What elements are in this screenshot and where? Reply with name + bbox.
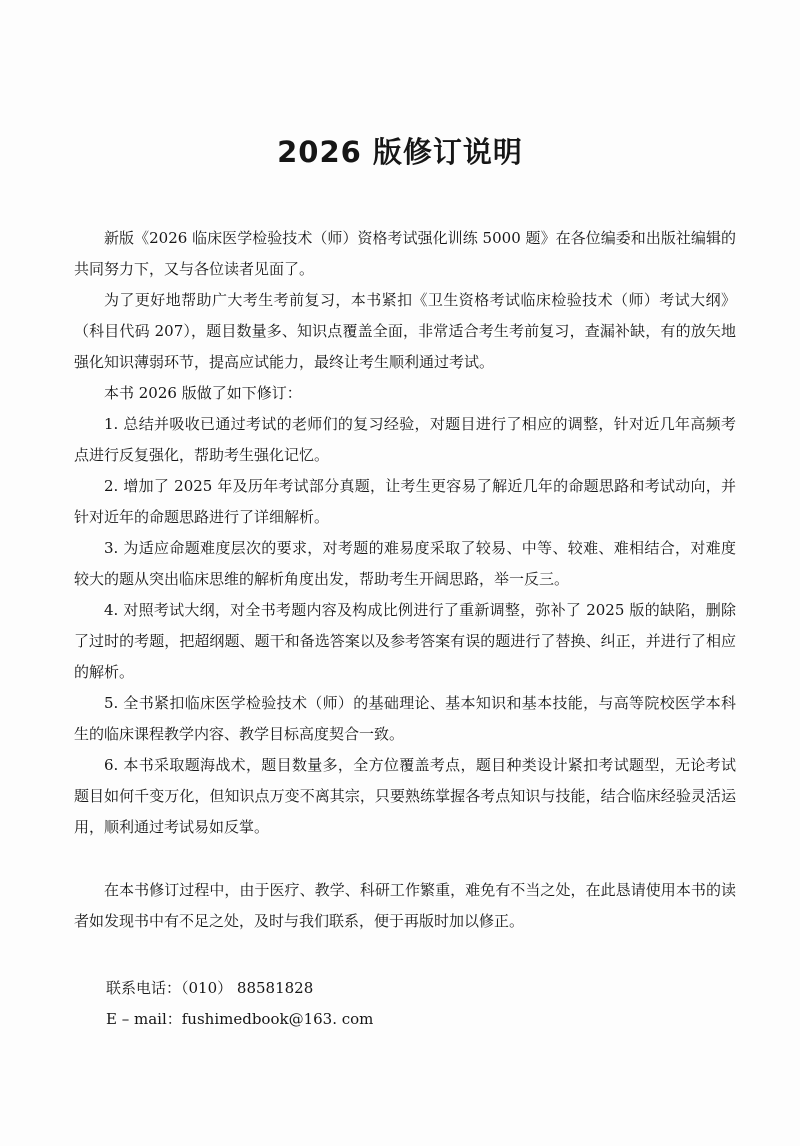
contact-phone: 联系电话：（010） 88581828: [106, 979, 314, 997]
revision-item-1: 1. 总结并吸收已通过考试的老师们的复习经验，对题目进行了相应的调整，针对近几年高频考点进行反复强化，帮助考生强化记忆。: [74, 415, 736, 464]
intro-paragraph-1: 新版《2026 临床医学检验技术（师）资格考试强化训练 5000 题》在各位编委和出版社编辑的共同努力下，又与各位读者见面了。: [74, 229, 736, 278]
contact-email: E – mail：fushimedbook@163. com: [106, 1010, 374, 1028]
revision-item-4: 4. 对照考试大纲，对全书考题内容及构成比例进行了重新调整，弥补了 2025 版的缺陷，删除了过时的考题，把超纲题、题干和备选答案以及参考答案有误的题进行了替换、纠正，并进行了相应的解析。: [74, 601, 736, 681]
revision-item-6: 6. 本书采取题海战术，题目数量多，全方位覆盖考点，题目种类设计紧扣考试题型，无论考试题目如何千变万化，但知识点万变不离其宗，只要熟练掌握各考点知识与技能，结合临床经验灵活运用，顺利通过考试易如反掌。: [74, 756, 736, 836]
intro-paragraph-2: 为了更好地帮助广大考生考前复习，本书紧扣《卫生资格考试临床检验技术（师）考试大纲》（科目代码 207），题目数量多、知识点覆盖全面，非常适合考生考前复习，查漏补缺，有的放矢地强化知识薄弱环节，提高应试能力，最终让考生顺利通过考试。: [74, 291, 736, 371]
revision-item-3: 3. 为适应命题难度层次的要求，对考题的难易度采取了较易、中等、较难、难相结合，对难度较大的题从突出临床思维的解析角度出发，帮助考生开阔思路，举一反三。: [74, 539, 736, 588]
closing-paragraph: 在本书修订过程中，由于医疗、教学、科研工作繁重，难免有不当之处，在此恳请使用本书的读者如发现书中有不足之处，及时与我们联系，便于再版时加以修正。: [74, 881, 736, 930]
revision-item-2: 2. 增加了 2025 年及历年考试部分真题，让考生更容易了解近几年的命题思路和考试动向，并针对近年的命题思路进行了详细解析。: [74, 477, 736, 526]
revision-item-5: 5. 全书紧扣临床医学检验技术（师）的基础理论、基本知识和基本技能，与高等院校医学本科生的临床课程教学内容、教学目标高度契合一致。: [74, 694, 736, 743]
body-text: [74, 223, 736, 843]
closing-paragraph-block: [74, 875, 736, 937]
contact-info: [106, 973, 706, 1035]
page-title: 2026 版修订说明: [277, 135, 523, 169]
revision-heading: 本书 2026 版做了如下修订：: [104, 384, 302, 402]
